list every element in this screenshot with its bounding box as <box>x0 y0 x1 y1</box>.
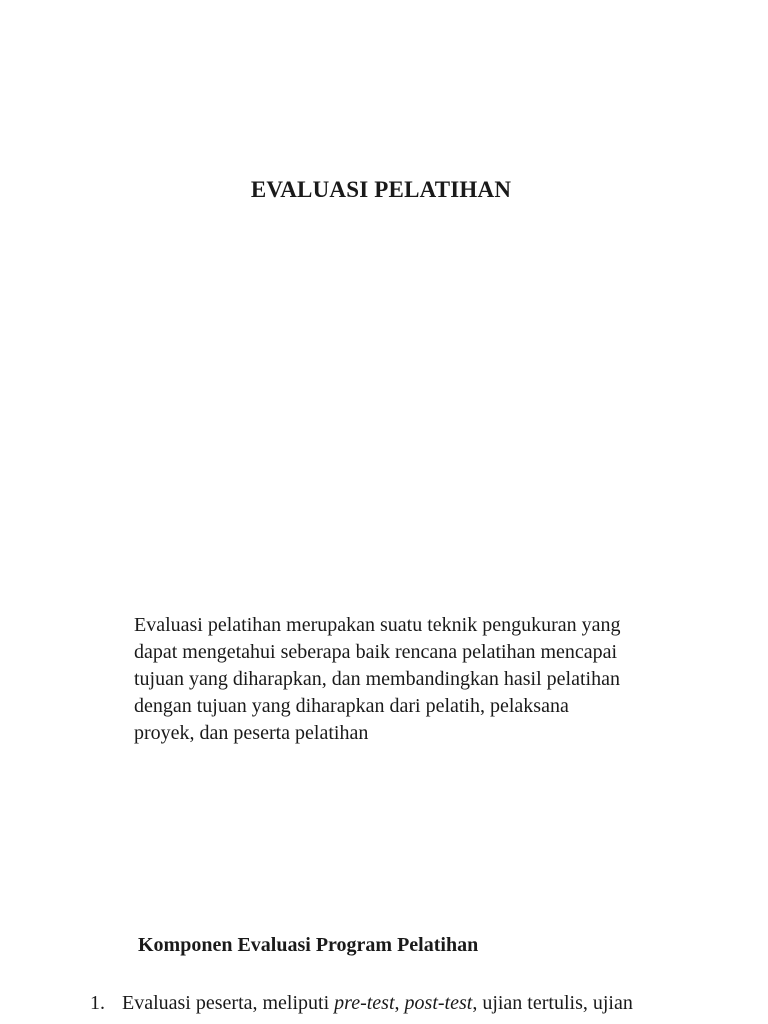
list-item-text <box>122 990 710 1017</box>
section-heading: Komponen Evaluasi Program Pelatihan <box>138 934 479 956</box>
list-item-text-part: Evaluasi peserta, meliputi <box>122 992 335 1014</box>
component-list <box>90 990 710 1017</box>
intro-line: proyek, dan peserta pelatihan <box>134 722 369 744</box>
list-item-number: 1. <box>90 992 105 1014</box>
intro-line: tujuan yang diharapkan, dan membandingkan hasil pelatihan <box>134 668 620 690</box>
intro-paragraph <box>134 612 694 747</box>
intro-line: dengan tujuan yang diharapkan dari pelatih, pelaksana <box>134 695 569 717</box>
page-title: EVALUASI PELATIHAN <box>250 177 512 202</box>
list-item-text-part: , ujian tertulis, ujian <box>472 992 633 1014</box>
list-item <box>90 990 710 1017</box>
list-item-italic-term: pre-test <box>334 992 395 1014</box>
list-item-italic-term: post-test <box>404 992 473 1014</box>
intro-line: dapat mengetahui seberapa baik rencana pelatihan mencapai <box>134 641 618 663</box>
intro-line: Evaluasi pelatihan merupakan suatu teknik pengukuran yang <box>134 614 621 636</box>
list-item-text-part: , <box>394 992 405 1014</box>
